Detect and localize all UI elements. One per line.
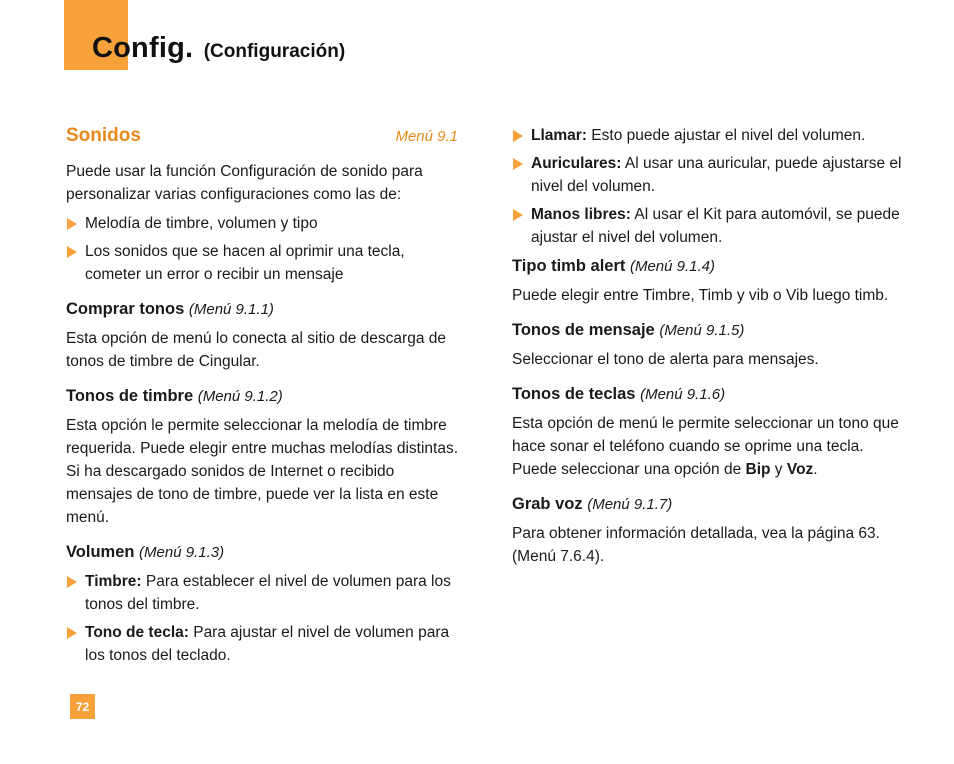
timbre-text: Esta opción le permite seleccionar la melodía de timbre requerida. Puede elegir entre muchas melodías distintas. Si ha descargado sonidos de Internet o recibido mensajes de tono de timbre, puede ver la lista en este menú. bbox=[66, 417, 459, 526]
mensaje-heading: Tonos de mensaje (Menú 9.1.5) bbox=[512, 321, 745, 339]
mensaje-text: Seleccionar el tono de alerta para mensajes. bbox=[512, 351, 819, 368]
teclas-text: Esta opción de menú le permite seleccionar un tono que hace sonar el teléfono cuando se oprime una tecla. Puede seleccionar una opción de Bip y Voz. bbox=[512, 415, 899, 478]
section-header bbox=[66, 124, 462, 148]
bullet-arrow-icon bbox=[67, 246, 77, 258]
list-item: Auriculares: Al usar una auricular, puede ajustarse el nivel del volumen. bbox=[512, 152, 908, 198]
bullet-arrow-icon bbox=[67, 218, 77, 230]
sonidos-list bbox=[66, 212, 462, 286]
list-item: Timbre: Para establecer el nivel de volumen para los tonos del timbre. bbox=[66, 570, 462, 616]
bullet-arrow-icon bbox=[513, 158, 523, 170]
timbre-heading: Tonos de timbre (Menú 9.1.2) bbox=[66, 387, 283, 405]
bullet-arrow-icon bbox=[513, 209, 523, 221]
list-item: Manos libres: Al usar el Kit para automóvil, se puede ajustar el nivel del volumen. bbox=[512, 203, 908, 249]
page-title-sub: (Configuración) bbox=[203, 41, 346, 62]
left-column bbox=[66, 124, 462, 672]
alert-text: Puede elegir entre Timbre, Timb y vib o Vib luego timb. bbox=[512, 287, 889, 304]
section-menu-ref: Menú 9.1 bbox=[395, 128, 458, 145]
volumen-list bbox=[66, 570, 462, 667]
grab-heading: Grab voz (Menú 9.1.7) bbox=[512, 495, 673, 513]
volumen-list-continued bbox=[512, 124, 908, 249]
page-number: 72 bbox=[70, 694, 95, 719]
list-item: Melodía de timbre, volumen y tipo bbox=[66, 212, 462, 235]
volumen-heading: Volumen (Menú 9.1.3) bbox=[66, 543, 225, 561]
list-item: Los sonidos que se hacen al oprimir una tecla, cometer un error o recibir un mensaje bbox=[66, 240, 462, 286]
comprar-heading: Comprar tonos (Menú 9.1.1) bbox=[66, 300, 274, 318]
bullet-arrow-icon bbox=[513, 130, 523, 142]
right-column bbox=[512, 124, 908, 574]
teclas-heading: Tonos de teclas (Menú 9.1.6) bbox=[512, 385, 726, 403]
section-title: Sonidos bbox=[66, 125, 141, 146]
sonidos-intro: Puede usar la función Configuración de sonido para personalizar varias configuraciones como las de: bbox=[66, 163, 423, 203]
bullet-arrow-icon bbox=[67, 576, 77, 588]
bullet-arrow-icon bbox=[67, 627, 77, 639]
grab-text: Para obtener información detallada, vea la página 63. (Menú 7.6.4). bbox=[512, 525, 880, 565]
comprar-text: Esta opción de menú lo conecta al sitio de descarga de tonos de timbre de Cingular. bbox=[66, 330, 446, 370]
page-title-main: Config. bbox=[92, 32, 194, 64]
alert-heading: Tipo timb alert (Menú 9.1.4) bbox=[512, 257, 716, 275]
list-item: Llamar: Esto puede ajustar el nivel del volumen. bbox=[512, 124, 908, 147]
list-item: Tono de tecla: Para ajustar el nivel de volumen para los tonos del teclado. bbox=[66, 621, 462, 667]
page-title bbox=[92, 32, 345, 65]
